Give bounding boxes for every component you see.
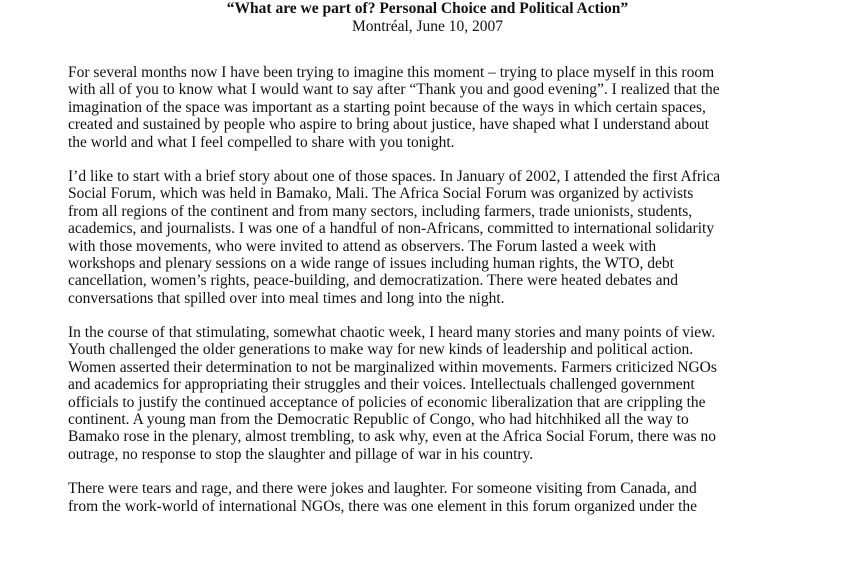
- text-line: Bamako rose in the plenary, almost trembling, to ask why, even at the Africa Social Forum, there was no: [68, 428, 716, 446]
- text-line: with all of you to know what I would want to say after “Thank you and good evening”. I realized that the: [68, 81, 720, 99]
- text-line: Youth challenged the older generations to make way for new kinds of leadership and political action.: [68, 341, 694, 359]
- text-line: continent. A young man from the Democratic Republic of Congo, who had hitchhiked all the way to: [68, 411, 689, 429]
- text-line: There were tears and rage, and there were jokes and laughter. For someone visiting from Canada, and: [68, 480, 697, 498]
- text-line: from the work-world of international NGOs, there was one element in this forum organized under the: [68, 497, 698, 515]
- text-line: with those movements, who were invited to attend as observers. The Forum lasted a week with: [68, 237, 657, 255]
- text-line: academics, and journalists. I was one of a handful of non-Africans, committed to international solidarity: [68, 220, 715, 238]
- text-line: created and sustained by people who aspire to bring about justice, have shaped what I understand about: [68, 116, 709, 134]
- paragraph-3: [68, 324, 798, 463]
- text-line: outrage, no response to stop the slaughter and pillage of war in his country.: [68, 445, 534, 463]
- speech-subtitle: “What are we part of? Personal Choice and Political Action”: [226, 0, 629, 17]
- text-line: In the course of that stimulating, somewhat chaotic week, I heard many stories and many points of view.: [68, 324, 716, 342]
- text-line: workshops and plenary sessions on a wide range of issues including human rights, the WTO, debt: [68, 254, 674, 272]
- text-line: Women asserted their determination to not be marginalized within movements. Farmers criticized NGOs: [68, 358, 717, 376]
- paragraph-4: [68, 480, 798, 515]
- text-line: the world and what I feel compelled to share with you tonight.: [68, 133, 455, 151]
- text-line: imagination of the space was important as a starting point because of the ways in which certain spaces,: [68, 98, 706, 116]
- text-line: and academics for appropriating their struggles and their voices. Intellectuals challenged government: [68, 376, 695, 394]
- paragraph-1: [68, 64, 798, 151]
- text-line: officials to justify the continued acceptance of policies of economic liberalization that are crippling the: [68, 393, 706, 411]
- text-line: cancellation, women’s rights, peace-building, and democratization. There were heated debates and: [68, 272, 678, 290]
- paragraph-2: [68, 168, 798, 307]
- text-line: conversations that spilled over into meal times and long into the night.: [68, 289, 505, 307]
- text-line: I’d like to start with a brief story about one of those spaces. In January of 2002, I attended the first Africa: [68, 167, 721, 185]
- text-line: For several months now I have been trying to imagine this moment – trying to place myself in this room: [68, 64, 715, 81]
- text-line: from all regions of the continent and from many sectors, including farmers, trade unionists, students,: [68, 202, 693, 220]
- speech-dateline: Montréal, June 10, 2007: [351, 18, 504, 35]
- text-line: Social Forum, which was held in Bamako, Mali. The Africa Social Forum was organized by activists: [68, 185, 694, 203]
- document-body: [68, 64, 798, 532]
